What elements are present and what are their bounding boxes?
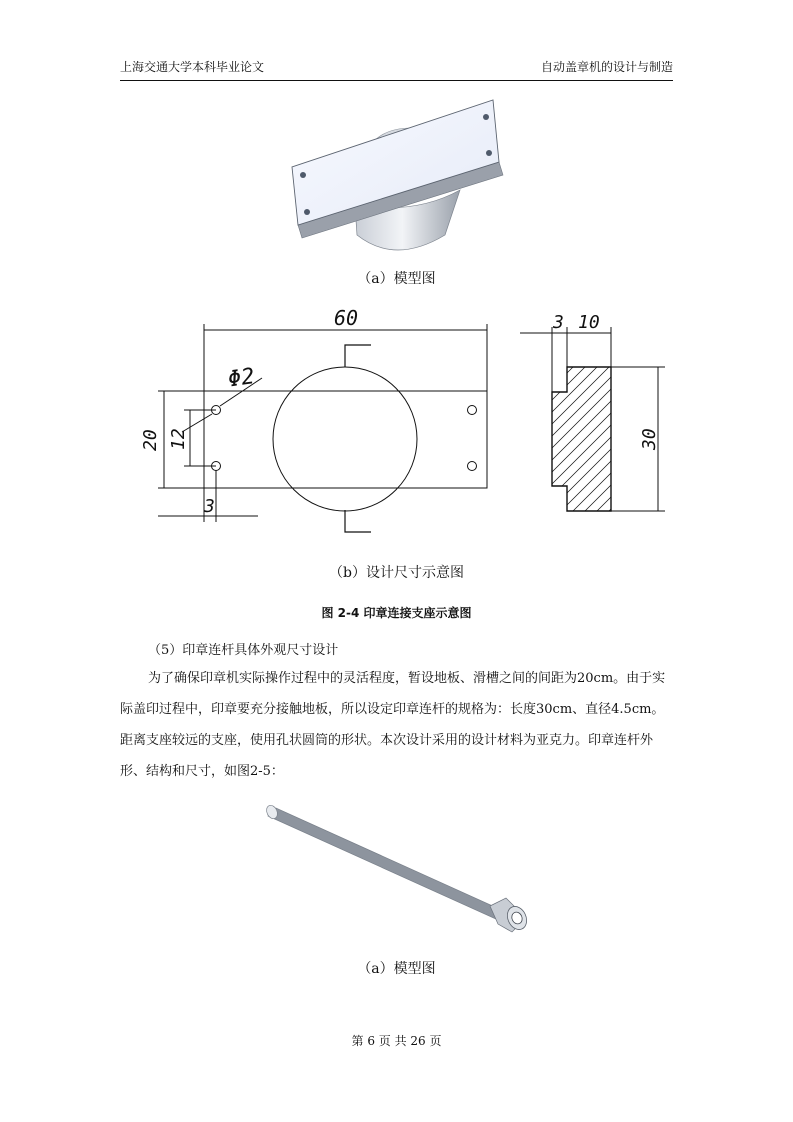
figure-2-5a-caption: （a）模型图 [357, 961, 436, 977]
dim-hole-diameter-label: Φ2 [226, 364, 257, 393]
front-view-plate [204, 391, 487, 488]
dim-side-height-label: 30 [639, 428, 660, 450]
dim-height-label: 20 [140, 429, 161, 451]
figure-2-4-title: 图 2-4 印章连接支座示意图 [321, 606, 472, 620]
dim-length-label: 60 [334, 306, 359, 330]
support-dimension-drawing [0, 0, 793, 560]
section-subheading: （5）印章连杆具体外观尺寸设计 [148, 643, 339, 658]
dim-side-step-label: 3 [553, 312, 564, 333]
dim-side-thickness-label: 10 [578, 312, 600, 333]
page-number: 第 6 页 共 26 页 [351, 1034, 442, 1048]
connecting-rod-render [262, 800, 537, 950]
dim-hole-offset-label: 3 [204, 496, 215, 517]
figure-2-4a-caption: （a）模型图 [357, 271, 436, 287]
dim-hole-spacing-label: 12 [168, 428, 189, 450]
front-view-circle [273, 367, 417, 511]
section-paragraph: 为了确保印章机实际操作过程中的灵活程度，暂设地板、滑槽之间的间距为20cm。由于实际盖印过程中，印章要充分接触地板，所以设定印章连杆的规格为：长度30cm、直径4.5cm。距离支座较远的支座，使用孔状圆筒的形状。本次设计采用的设计材料为亚克力。印章连杆外形、结构和尺寸，如图2-5： [120, 671, 666, 779]
figure-2-4b-caption: （b）设计尺寸示意图 [329, 565, 464, 581]
header-thesis-title: 上海交通大学本科毕业论文 [120, 60, 265, 74]
header-paper-title: 自动盖章机的设计与制造 [540, 60, 673, 74]
